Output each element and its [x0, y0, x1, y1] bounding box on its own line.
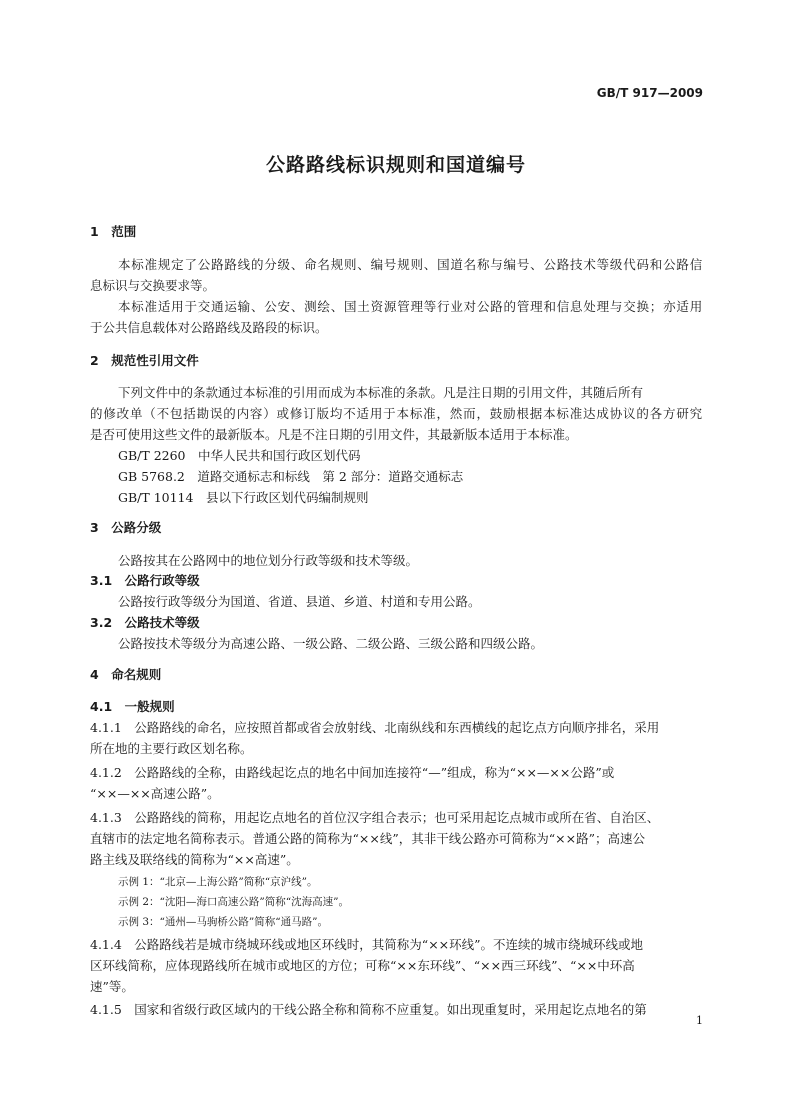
- document-title: 公路路线标识规则和国道编号: [265, 154, 526, 176]
- section-heading: 4 命名规则: [90, 667, 162, 682]
- body-text-line: 4.1.1 公路路线的命名，应按照首都或省会放射线、北南纵线和东西横线的起讫点方向顺序排名，采用: [90, 720, 660, 735]
- body-text-line: 于公共信息载体对公路路线及路段的标识。: [90, 320, 328, 335]
- body-text-line: 速”等。: [90, 979, 134, 994]
- section-heading: 3.1 公路行政等级: [90, 573, 200, 588]
- body-text-line: GB/T 10114 县以下行政区划代码编制规则: [118, 490, 369, 505]
- body-text-line: 下列文件中的条款通过本标准的引用而成为本标准的条款。凡是注日期的引用文件，其随后所有: [118, 385, 644, 400]
- body-text-line: 公路按行政等级分为国道、省道、县道、乡道、村道和专用公路。: [118, 594, 481, 609]
- page-number: 1: [696, 1014, 703, 1027]
- body-text-line: “××—××高速公路”。: [90, 786, 220, 801]
- example-line: 示例 2：“沈阳—海口高速公路”简称“沈海高速”。: [118, 896, 349, 908]
- body-text-line: 直辖市的法定地名简称表示。普通公路的简称为“××线”，其非干线公路亦可简称为“××路”；高速公: [90, 831, 645, 846]
- body-text-line: GB 5768.2 道路交通标志和标线 第 2 部分：道路交通标志: [118, 469, 464, 484]
- example-line: 示例 1：“北京—上海公路”简称“京沪线”。: [118, 876, 318, 888]
- example-line: 示例 3：“通州—马驹桥公路”简称“通马路”。: [118, 916, 328, 928]
- body-text-line: 4.1.2 公路路线的全称，由路线起讫点的地名中间加连接符“—”组成，称为“××—××公路”或: [90, 765, 615, 780]
- section-heading: 2 规范性引用文件: [90, 353, 199, 368]
- body-text-line: GB/T 2260 中华人民共和国行政区划代码: [118, 448, 361, 463]
- body-text-line: 公路按其在公路网中的地位划分行政等级和技术等级。: [118, 553, 419, 568]
- section-heading: 1 范围: [90, 224, 137, 239]
- body-text-line: 本标准规定了公路路线的分级、命名规则、编号规则、国道名称与编号、公路技术等级代码和公路信: [118, 257, 703, 272]
- section-heading: 4.1 一般规则: [90, 699, 175, 714]
- section-heading: 3.2 公路技术等级: [90, 615, 200, 630]
- body-text-line: 公路按技术等级分为高速公路、一级公路、二级公路、三级公路和四级公路。: [118, 636, 544, 651]
- body-text-line: 所在地的主要行政区划名称。: [90, 741, 253, 756]
- body-text-line: 是否可使用这些文件的最新版本。凡是不注日期的引用文件，其最新版本适用于本标准。: [90, 427, 578, 442]
- body-text-line: 4.1.4 公路路线若是城市绕城环线或地区环线时，其简称为“××环线”。不连续的城市绕城环线或地: [90, 937, 644, 952]
- body-text-line: 息标识与交换要求等。: [90, 278, 216, 293]
- standard-code: GB/T 917—2009: [596, 86, 703, 100]
- body-text-line: 的修改单（不包括勘误的内容）或修订版均不适用于本标准，然而，鼓励根据本标准达成协议的各方研究: [90, 406, 703, 421]
- body-text-line: 本标准适用于交通运输、公安、测绘、国土资源管理等行业对公路的管理和信息处理与交换；亦适用: [118, 299, 703, 314]
- body-text-line: 路主线及联络线的简称为“××高速”。: [90, 852, 299, 867]
- body-text-line: 区环线简称，应体现路线所在城市或地区的方位；可称“××东环线”、“××西三环线”、“××中环高: [90, 958, 635, 973]
- body-text-line: 4.1.3 公路路线的简称，用起讫点地名的首位汉字组合表示；也可采用起讫点城市或所在省、自治区、: [90, 810, 660, 825]
- body-text-line: 4.1.5 国家和省级行政区域内的干线公路全称和简称不应重复。如出现重复时，采用起讫点地名的第: [90, 1002, 647, 1017]
- section-heading: 3 公路分级: [90, 520, 162, 535]
